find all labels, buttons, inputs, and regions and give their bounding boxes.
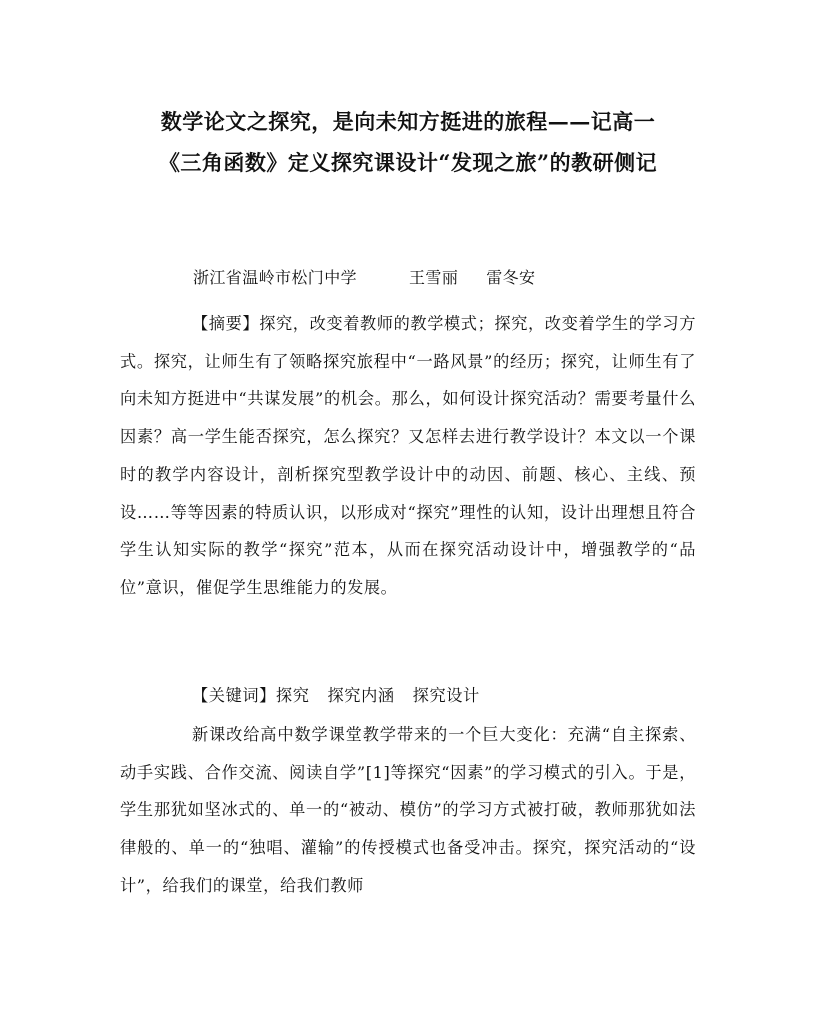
intro-paragraph: 新课改给高中数学课堂教学带来的一个巨大变化：充满“自主探索、动手实践、合作交流、阅读自学”[1]等探究“因素”的学习模式的引入。于是，学生那犹如坚冰式的、单一的“被动、模仿”的学习方式被打破，教师那犹如法律般的、单一的“独唱、灌输”的传授模式也备受冲击。探究，探究活动的“设计”，给我们的课堂，给我们教师: [120, 725, 696, 895]
byline: [193, 265, 535, 291]
keywords-line: [120, 677, 696, 715]
byline-author-2: 雷冬安: [486, 268, 536, 287]
byline-author-1: 王雪丽: [409, 268, 459, 287]
keywords-label: 【关键词】探究: [192, 686, 310, 705]
title-line-1: 数学论文之探究，是向未知方挺进的旅程——记高一: [160, 109, 656, 134]
title-line-2: 《三角函数》定义探究课设计“发现之旅”的教研侧记: [158, 150, 658, 175]
byline-school: 浙江省温岭市松门中学: [193, 268, 358, 287]
keyword-3: 探究设计: [412, 686, 480, 705]
abstract-paragraph: 【摘要】探究，改变着教师的教学模式；探究，改变着学生的学习方式。探究，让师生有了领略探究旅程中“一路风景”的经历；探究，让师生有了向未知方挺进中“共谋发展”的机会。那么，如何设计探究活动？需要考量什么因素？高一学生能否探究，怎么探究？又怎样去进行教学设计？本文以一个课时的教学内容设计，剖析探究型教学设计中的动因、前题、核心、主线、预设……等等因素的特质认识，以形成对“探究”理性的认知，设计出理想且符合学生认知实际的教学“探究”范本，从而在探究活动设计中，增强教学的“品位”意识，催促学生思维能力的发展。: [120, 314, 696, 597]
keyword-2: 探究内涵: [327, 686, 395, 705]
